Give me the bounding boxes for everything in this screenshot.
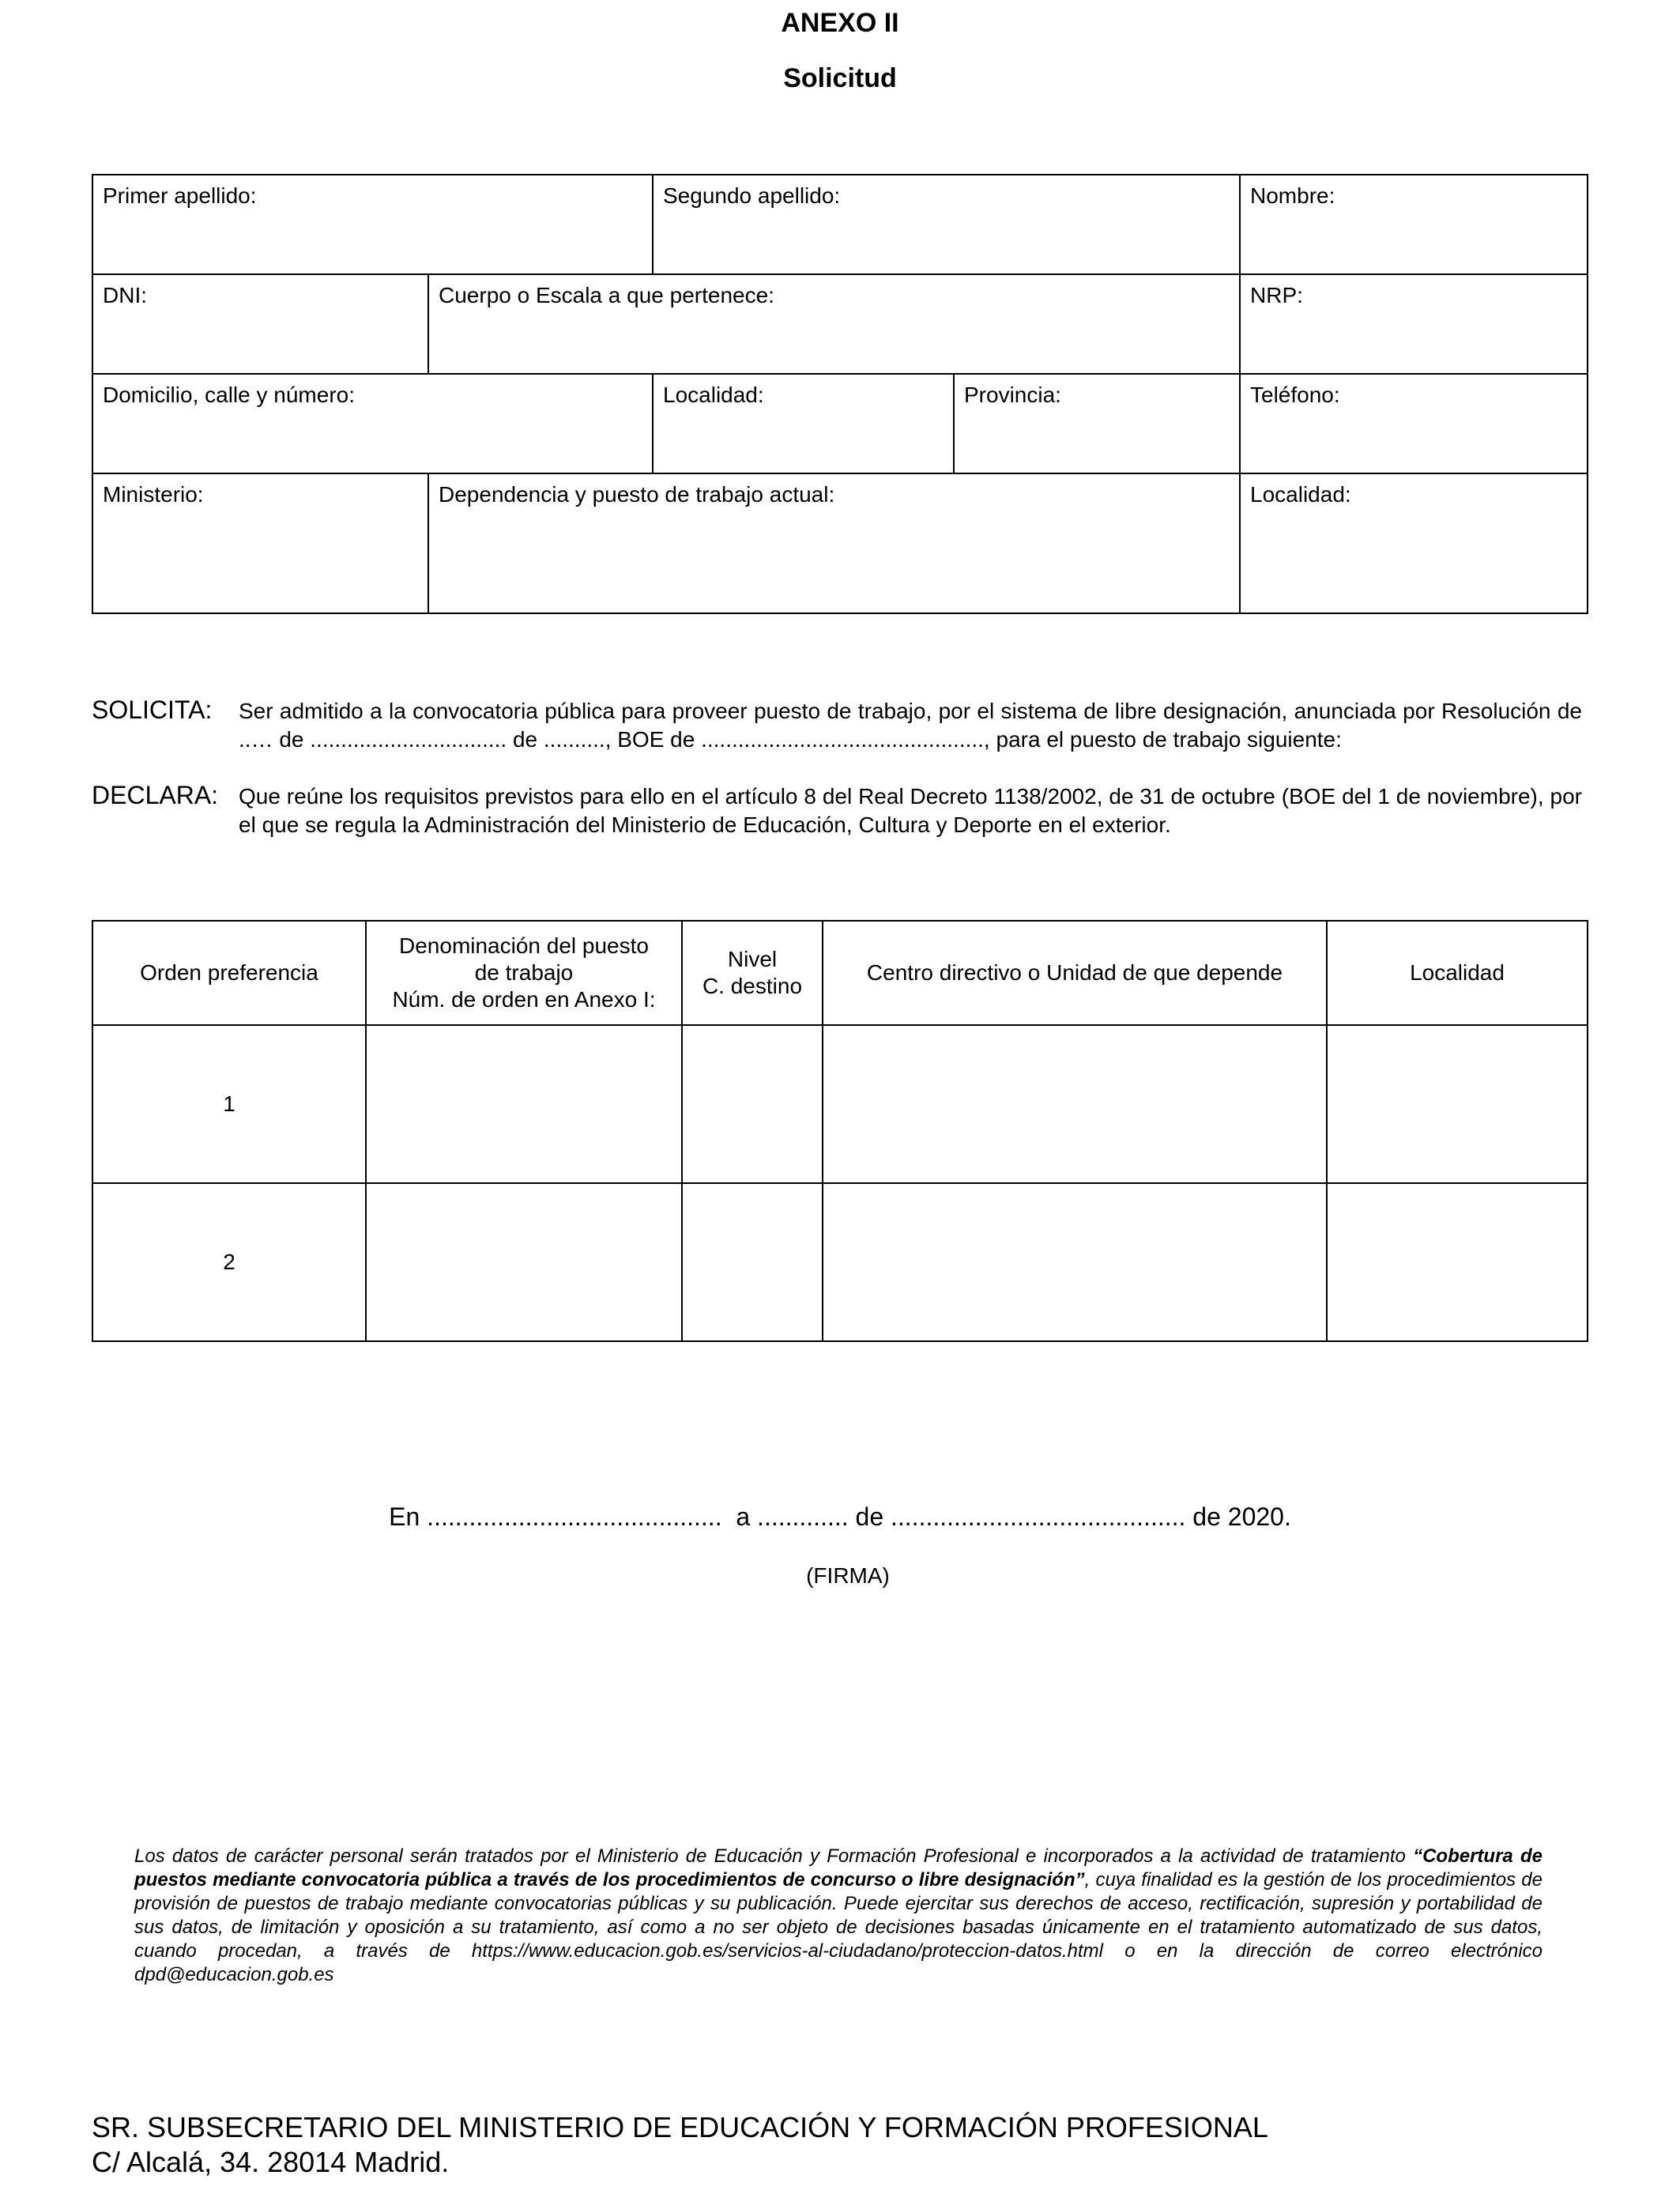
field-label: Teléfono: — [1250, 383, 1340, 407]
field-label: Localidad: — [1250, 482, 1351, 507]
col-header-orden: Orden preferencia — [92, 921, 366, 1025]
cell-centro[interactable] — [823, 1183, 1327, 1341]
field-label: Ministerio: — [103, 482, 204, 507]
header-line: C. destino — [702, 974, 803, 998]
cell-denominacion[interactable] — [366, 1183, 682, 1341]
table-header-row — [92, 921, 1588, 1025]
solicita-label: SOLICITA: — [92, 696, 213, 724]
field-label: Nombre: — [1250, 183, 1335, 208]
privacy-activity-name: “Cobertura de puestos mediante convocatoria pública a través de los procedimientos de concurso o libre designación” — [134, 1845, 1543, 1891]
field-label: Provincia: — [964, 383, 1061, 407]
col-header-localidad: Localidad — [1327, 921, 1588, 1025]
field-label: Domicilio, calle y número: — [103, 383, 355, 407]
header-line: Núm. de orden en Anexo I: — [392, 987, 656, 1012]
header-line: Nivel — [727, 947, 778, 971]
declara-label: DECLARA: — [92, 781, 219, 809]
cell-localidad[interactable] — [1327, 1025, 1588, 1183]
header-line: de trabajo — [474, 960, 574, 985]
cell-nivel[interactable] — [682, 1025, 823, 1183]
field-label: NRP: — [1250, 283, 1303, 307]
field-cuerpo-escala[interactable] — [428, 274, 1240, 374]
place-date-line: En .......................................... a ............. de .......................................... de 2020. — [389, 1502, 1291, 1531]
field-label: Dependencia y puesto de trabajo actual: — [439, 482, 835, 507]
row-order-number: 1 — [92, 1025, 366, 1183]
recipient-line: SR. SUBSECRETARIO DEL MINISTERIO DE EDUCACIÓN Y FORMACIÓN PROFESIONAL — [92, 2111, 1268, 2143]
annex-title: ANEXO II — [781, 8, 899, 38]
privacy-notice — [134, 1845, 1543, 1987]
solicita-text: Ser admitido a la convocatoria pública para proveer puesto de trabajo, por el sistema de libre designación, anunciada por Resolución de ..… de ................................ de .........., BOE de .............................................., para el puesto de trabajo siguiente: — [239, 699, 1582, 752]
privacy-text: Los datos de carácter personal serán tratados por el Ministerio de Educación y Formación Profesional e incorporados a la actividad de tratamiento — [134, 1845, 1414, 1867]
field-domicilio[interactable] — [92, 374, 653, 473]
field-label: Segundo apellido: — [663, 183, 841, 208]
field-localidad-domicilio[interactable] — [653, 374, 954, 473]
field-dependencia[interactable] — [428, 473, 1240, 613]
field-telefono[interactable] — [1240, 374, 1588, 473]
col-header-denominacion — [366, 921, 682, 1025]
field-ministerio[interactable] — [92, 473, 428, 613]
field-localidad-trabajo[interactable] — [1240, 473, 1588, 613]
col-header-centro: Centro directivo o Unidad de que depende — [823, 921, 1327, 1025]
col-header-nivel — [682, 921, 823, 1025]
address-line: C/ Alcalá, 34. 28014 Madrid. — [92, 2146, 450, 2178]
privacy-text: , cuya finalidad es la gestión de los procedimientos de provisión de puestos de trabajo mediante convocatorias públicas y su publicación. Puede ejercitar sus derechos de acceso, rectificación, supresión y portabilidad de sus datos, de limitación y oposición a su tratamiento, así como a no ser objeto de decisiones basadas únicamente en el tratamiento automatizado de sus datos, cuando procedan, a través de https://www.educacion.gob.es/servicios-al-ciudadano/proteccion-datos.html o en la dirección de correo electrónico dpd@educacion.gob.es — [134, 1869, 1543, 1985]
field-label: Localidad: — [663, 383, 764, 407]
field-label: Primer apellido: — [103, 183, 257, 208]
field-nombre[interactable] — [1240, 175, 1588, 274]
declara-text: Que reúne los requisitos previstos para ello en el artículo 8 del Real Decreto 1138/2002, de 31 de octubre (BOE del 1 de noviembre), por el que se regula la Administración del Ministerio de Educación, Cultura y Deporte en el exterior. — [239, 784, 1582, 837]
cell-centro[interactable] — [823, 1025, 1327, 1183]
field-segundo-apellido[interactable] — [653, 175, 1240, 274]
cell-nivel[interactable] — [682, 1183, 823, 1341]
personal-data-table — [92, 174, 1588, 614]
preference-table — [92, 920, 1588, 1342]
cell-denominacion[interactable] — [366, 1025, 682, 1183]
table-row — [92, 1025, 1588, 1183]
page-subtitle: Solicitud — [783, 63, 897, 93]
field-primer-apellido[interactable] — [92, 175, 653, 274]
field-label: DNI: — [103, 283, 147, 307]
field-provincia[interactable] — [954, 374, 1240, 473]
field-dni[interactable] — [92, 274, 428, 374]
field-nrp[interactable] — [1240, 274, 1588, 374]
row-order-number: 2 — [92, 1183, 366, 1341]
table-row — [92, 1183, 1588, 1341]
cell-localidad[interactable] — [1327, 1183, 1588, 1341]
header-line: Denominación del puesto — [399, 933, 649, 958]
field-label: Cuerpo o Escala a que pertenece: — [439, 283, 774, 307]
signature-label: (FIRMA) — [806, 1563, 890, 1588]
